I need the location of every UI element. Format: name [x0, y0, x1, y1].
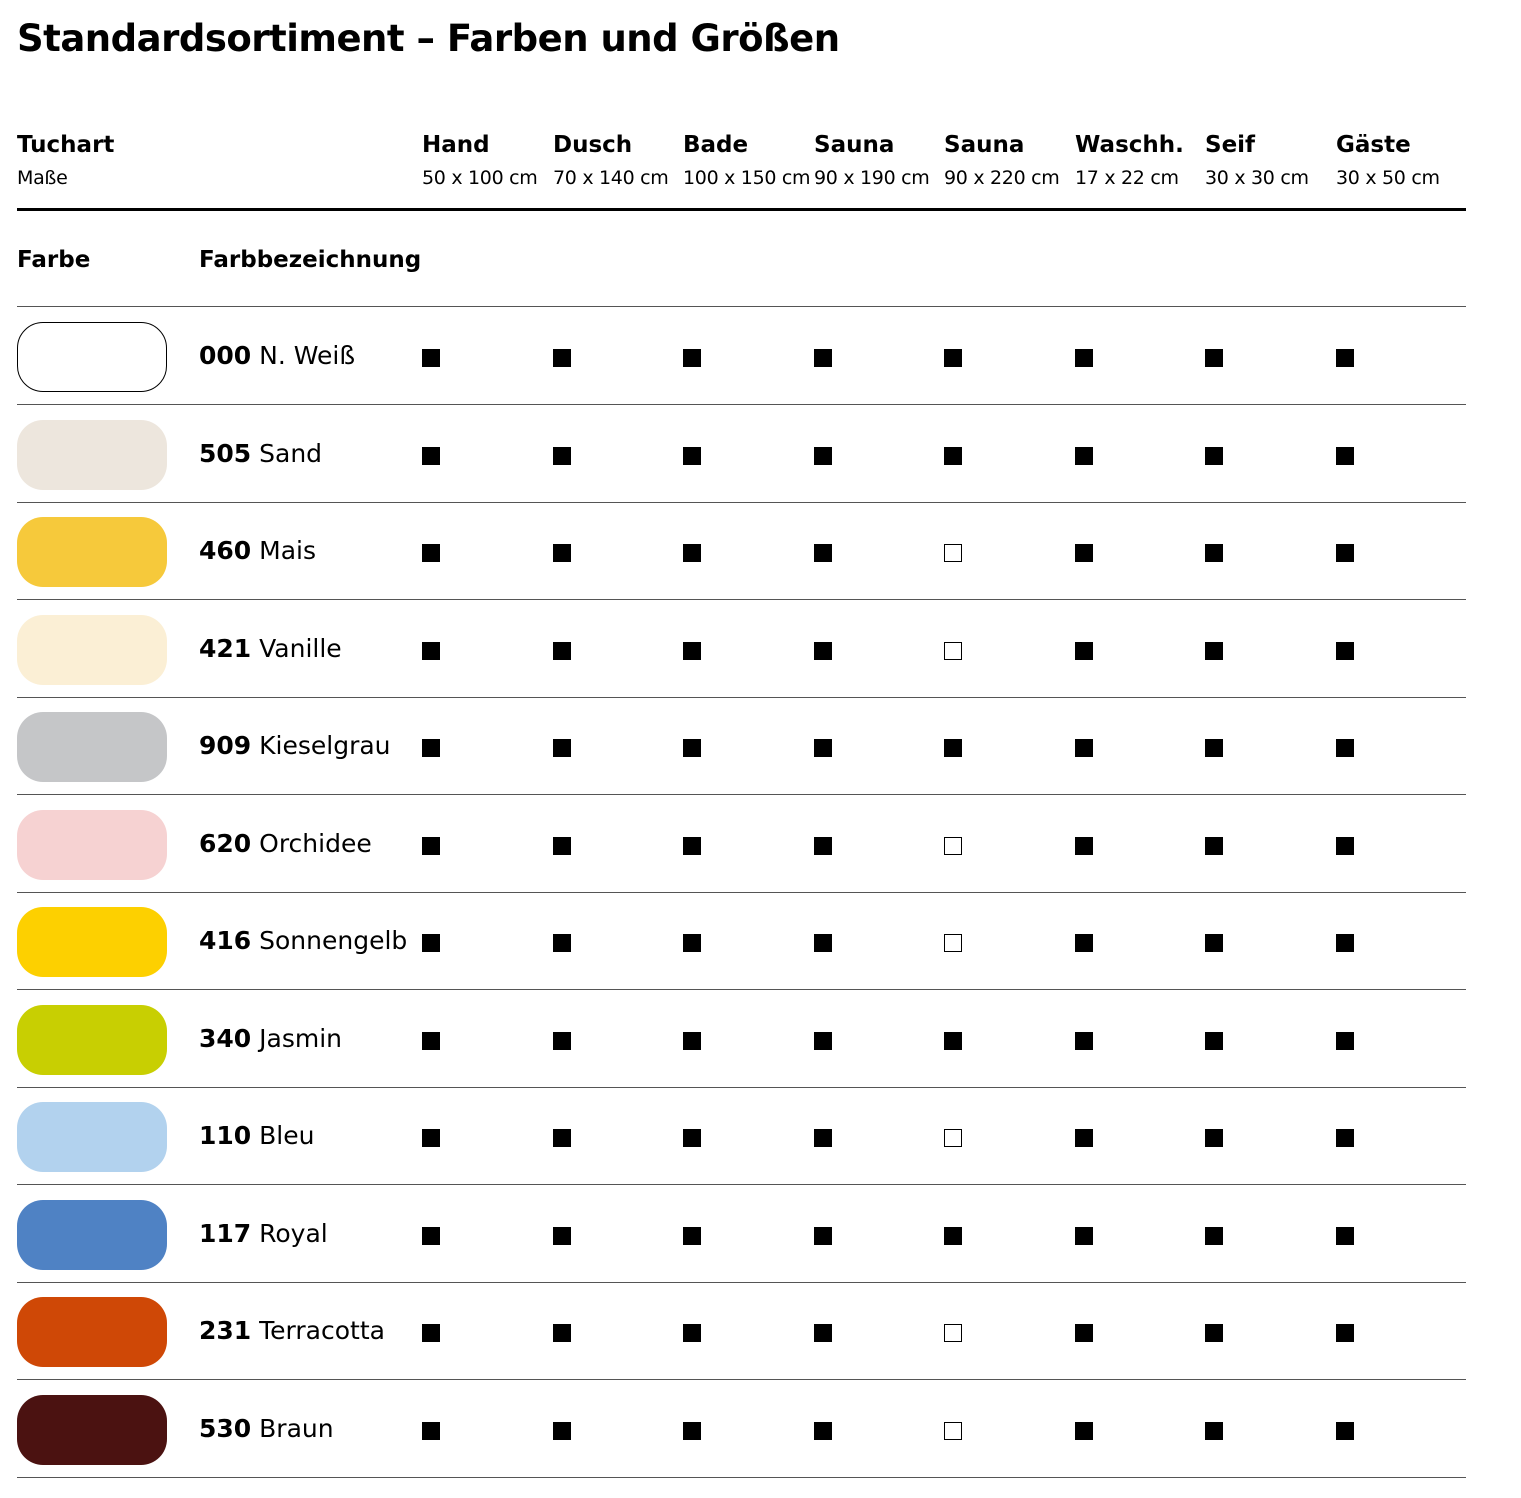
available-marker [1075, 544, 1093, 562]
color-name [199, 634, 342, 663]
available-marker [553, 642, 571, 660]
color-swatch [17, 907, 167, 977]
available-marker [814, 544, 832, 562]
available-marker [1205, 739, 1223, 757]
available-marker [1075, 447, 1093, 465]
available-marker [683, 1324, 701, 1342]
available-marker [422, 1324, 440, 1342]
available-marker [422, 544, 440, 562]
available-marker [683, 1032, 701, 1050]
available-marker [553, 349, 571, 367]
size-column-label: Hand [422, 132, 490, 158]
size-column-dims: 90 x 220 cm [944, 167, 1060, 189]
size-column-dims: 30 x 50 cm [1336, 167, 1440, 189]
table-row [0, 406, 1521, 503]
available-marker [1336, 544, 1354, 562]
available-marker [814, 642, 832, 660]
available-marker [1205, 837, 1223, 855]
color-code: 416 [199, 926, 252, 955]
size-column-label: Seif [1205, 132, 1256, 158]
color-name [199, 731, 391, 760]
available-marker [814, 1129, 832, 1147]
color-code: 110 [199, 1121, 252, 1150]
color-label: Bleu [259, 1121, 315, 1150]
available-marker [814, 1324, 832, 1342]
available-marker [1205, 642, 1223, 660]
available-marker [683, 837, 701, 855]
available-marker [1075, 1227, 1093, 1245]
size-column-label: Dusch [553, 132, 633, 158]
size-column-dims: 30 x 30 cm [1205, 167, 1309, 189]
size-column-dims: 100 x 150 cm [683, 167, 811, 189]
color-name [199, 926, 407, 955]
available-marker [553, 837, 571, 855]
table-row [0, 991, 1521, 1088]
available-marker [1205, 1227, 1223, 1245]
color-swatch [17, 1200, 167, 1270]
available-marker [944, 447, 962, 465]
color-swatch [17, 420, 167, 490]
color-code: 530 [199, 1413, 252, 1443]
color-name [199, 1414, 334, 1443]
masse-label: Maße [17, 167, 68, 189]
available-marker [1336, 1032, 1354, 1050]
available-marker [553, 447, 571, 465]
color-swatch [17, 1102, 167, 1172]
available-marker [1075, 934, 1093, 952]
available-marker [683, 739, 701, 757]
available-marker [1336, 837, 1354, 855]
available-marker [1336, 447, 1354, 465]
color-name [199, 341, 355, 370]
available-marker [814, 934, 832, 952]
color-label: Vanille [259, 633, 342, 663]
available-marker [683, 447, 701, 465]
available-marker [553, 1422, 571, 1440]
color-code: 117 [199, 1218, 252, 1248]
size-column-label: Sauna [814, 132, 895, 158]
available-marker [944, 739, 962, 757]
unavailable-marker [944, 934, 962, 952]
table-row [0, 601, 1521, 698]
size-column-dims: 50 x 100 cm [422, 167, 538, 189]
available-marker [1075, 1032, 1093, 1050]
available-marker [814, 739, 832, 757]
available-marker [1205, 349, 1223, 367]
available-marker [422, 1032, 440, 1050]
available-marker [1205, 1422, 1223, 1440]
available-marker [1075, 837, 1093, 855]
available-marker [422, 739, 440, 757]
available-marker [553, 1227, 571, 1245]
farbe-label: Farbe [17, 247, 91, 273]
size-column-dims: 90 x 190 cm [814, 167, 930, 189]
color-label: Royal [259, 1218, 328, 1248]
size-column-label: Bade [683, 132, 749, 158]
unavailable-marker [944, 544, 962, 562]
table-row [0, 1088, 1521, 1185]
available-marker [944, 1227, 962, 1245]
table-row [0, 1186, 1521, 1283]
size-column-label: Gäste [1336, 132, 1411, 158]
available-marker [1336, 349, 1354, 367]
available-marker [1205, 447, 1223, 465]
color-label: Sand [259, 438, 323, 468]
color-code: 340 [199, 1023, 252, 1053]
color-name [199, 1219, 328, 1248]
color-label: Terracotta [259, 1316, 385, 1345]
available-marker [814, 349, 832, 367]
available-marker [1336, 739, 1354, 757]
available-marker [1075, 642, 1093, 660]
color-swatch [17, 322, 167, 392]
available-marker [1205, 1129, 1223, 1147]
tuchart-label: Tuchart [17, 132, 115, 158]
unavailable-marker [944, 642, 962, 660]
available-marker [683, 349, 701, 367]
size-column-label: Sauna [944, 132, 1025, 158]
available-marker [814, 837, 832, 855]
available-marker [553, 1129, 571, 1147]
color-label: Braun [259, 1413, 334, 1443]
available-marker [683, 544, 701, 562]
available-marker [683, 1227, 701, 1245]
available-marker [422, 1227, 440, 1245]
available-marker [1336, 934, 1354, 952]
color-code: 460 [199, 536, 252, 565]
available-marker [944, 1032, 962, 1050]
color-name [199, 1121, 314, 1150]
color-code: 421 [199, 633, 252, 663]
available-marker [1336, 1422, 1354, 1440]
available-marker [814, 1422, 832, 1440]
header-divider [17, 208, 1466, 211]
available-marker [422, 934, 440, 952]
page-title: Standardsortiment – Farben und Größen [17, 17, 840, 60]
available-marker [422, 837, 440, 855]
available-marker [1075, 349, 1093, 367]
available-marker [814, 1032, 832, 1050]
table-row [0, 796, 1521, 893]
available-marker [422, 642, 440, 660]
available-marker [814, 447, 832, 465]
color-swatch [17, 712, 167, 782]
color-code: 505 [199, 438, 252, 468]
unavailable-marker [944, 837, 962, 855]
size-column-dims: 17 x 22 cm [1075, 167, 1179, 189]
available-marker [553, 1032, 571, 1050]
available-marker [1205, 1324, 1223, 1342]
available-marker [683, 1129, 701, 1147]
color-code: 231 [199, 1316, 252, 1345]
available-marker [1075, 739, 1093, 757]
size-column-dims: 70 x 140 cm [553, 167, 669, 189]
color-label: Sonnengelb [259, 926, 408, 955]
color-label: Orchidee [259, 828, 372, 858]
available-marker [1336, 1227, 1354, 1245]
available-marker [553, 1324, 571, 1342]
color-swatch [17, 517, 167, 587]
color-swatch [17, 810, 167, 880]
available-marker [1336, 642, 1354, 660]
color-code: 620 [199, 828, 252, 858]
available-marker [683, 934, 701, 952]
unavailable-marker [944, 1324, 962, 1342]
color-code: 909 [199, 731, 252, 760]
available-marker [1075, 1422, 1093, 1440]
available-marker [814, 1227, 832, 1245]
color-name [199, 536, 316, 565]
color-swatch [17, 615, 167, 685]
unavailable-marker [944, 1422, 962, 1440]
table-row [0, 893, 1521, 990]
available-marker [1205, 934, 1223, 952]
table-row [0, 698, 1521, 795]
table-row [0, 503, 1521, 600]
row-divider [17, 306, 1466, 307]
available-marker [683, 1422, 701, 1440]
available-marker [1205, 1032, 1223, 1050]
available-marker [553, 739, 571, 757]
available-marker [1205, 544, 1223, 562]
color-code: 000 [199, 341, 252, 370]
available-marker [553, 934, 571, 952]
available-marker [683, 642, 701, 660]
color-swatch [17, 1297, 167, 1367]
size-column-label: Waschh. [1075, 132, 1184, 158]
color-label: Mais [259, 536, 317, 565]
available-marker [944, 349, 962, 367]
color-label: Jasmin [259, 1023, 343, 1053]
color-name [199, 1316, 385, 1345]
color-swatch [17, 1005, 167, 1075]
color-name [199, 439, 322, 468]
available-marker [1336, 1129, 1354, 1147]
available-marker [422, 1129, 440, 1147]
available-marker [1075, 1129, 1093, 1147]
farbbezeichnung-label: Farbbezeichnung [199, 247, 422, 273]
color-label: N. Weiß [259, 341, 356, 370]
color-swatch [17, 1395, 167, 1465]
table-row [0, 1283, 1521, 1380]
available-marker [422, 349, 440, 367]
available-marker [422, 447, 440, 465]
color-name [199, 1024, 342, 1053]
color-label: Kieselgrau [259, 731, 391, 760]
unavailable-marker [944, 1129, 962, 1147]
available-marker [422, 1422, 440, 1440]
color-name [199, 829, 372, 858]
available-marker [553, 544, 571, 562]
available-marker [1075, 1324, 1093, 1342]
row-divider [17, 1477, 1466, 1478]
available-marker [1336, 1324, 1354, 1342]
table-row [0, 1381, 1521, 1478]
table-row [0, 308, 1521, 405]
